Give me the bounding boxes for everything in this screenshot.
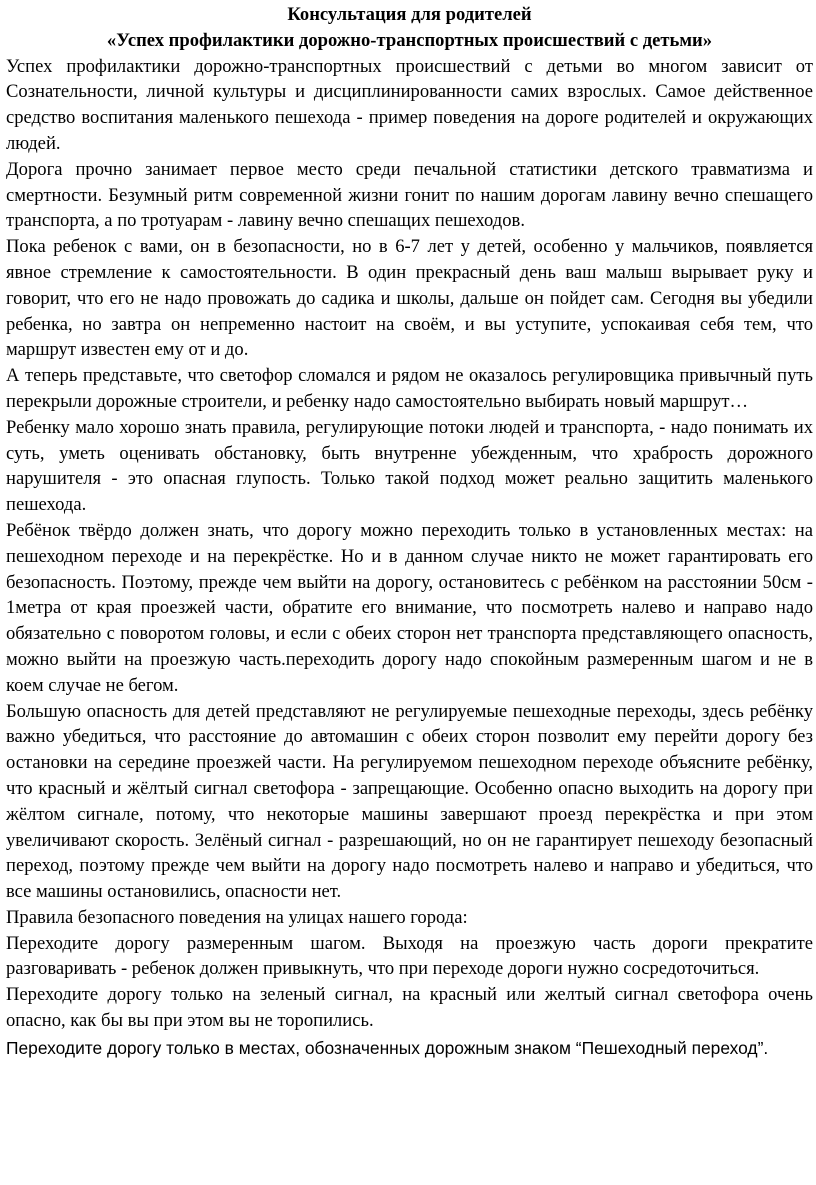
document-title: Консультация для родителей [287, 4, 532, 25]
document-subtitle: «Успех профилактики дорожно-транспортных происшествий с детьми» [106, 29, 713, 51]
paragraph-10: Переходите дорогу только в местах, обозначенных дорожным знаком “Пешеходный переход”. [6, 1037, 769, 1058]
paragraph-8: Переходите дорогу размеренным шагом. Выходя на проезжую часть дороги прекратите разговаривать - ребенок должен привыкнуть, что при переходе дороги нужно сосредоточиться. [6, 932, 813, 980]
paragraph-7: Большую опасность для детей представляют не регулируемые пешеходные переходы, здесь ребёнку важно убедиться, что расстояние до автомашин с обеих сторон позволит ему перейти дорогу без остановки на середине проезжей части. На регулируемом пешеходном переходе объясните ребёнку, что красный и жёлтый сигнал светофора - запрещающие. Особенно опасно выходить на дорогу при жёлтом сигнале, потому, что некоторые машины завершают проезд перекрёстка и при этом увеличивают скорость. Зелёный сигнал - разрешающий, но он не гарантирует пешеходу безопасный переход, поэтому прежде чем выйти на дорогу надо посмотреть налево и направо и убедиться, что все машины остановились, опасности нет. [6, 700, 813, 903]
paragraph-1: Успех профилактики дорожно-транспортных происшествий с детьми во многом зависит от Сознательности, личной культуры и дисциплинированности самих взрослых. Самое действенное средство воспитания маленького пешехода - пример поведения на дороге родителей и окружающих людей. [6, 55, 813, 154]
paragraph-5: Ребенку мало хорошо знать правила, регулирующие потоки людей и транспорта, - надо понимать их суть, уметь оценивать обстановку, быть внутренне убежденным, что храбрость дорожного нарушителя - это опасная глупость. Только такой подход может реально защитить маленького пешехода. [6, 416, 813, 516]
paragraph-4: А теперь представьте, что светофор сломался и рядом не оказалось регулировщика привычный путь перекрыли дорожные строители, и ребенку надо самостоятельно выбирать новый маршрут… [6, 365, 813, 412]
paragraph-2: Дорога прочно занимает первое место среди печальной статистики детского травматизма и смертности. Безумный ритм современной жизни гонит по нашим дорогам лавину вечно спешащего транспорта, а по тротуарам - лавину вечно спешащих пешеходов. [6, 158, 813, 232]
paragraph-3: Пока ребенок с вами, он в безопасности, но в 6-7 лет у детей, особенно у мальчиков, появляется явное стремление к самостоятельности. В один прекрасный день ваш малыш вырывает руку и говорит, что его не надо провожать до садика и школы, дальше он пойдет сам. Сегодня вы убедили ребенка, но завтра он непременно настоит на своём, и вы уступите, успокаивая себя тем, что маршрут известен ему от и до. [6, 236, 813, 361]
paragraph-6: Ребёнок твёрдо должен знать, что дорогу можно переходить только в установленных местах: на пешеходном переходе и на перекрёстке. Но и в данном случае никто не может гарантировать его безопасность. Поэтому, прежде чем выйти на дорогу, остановитесь с ребёнком на расстоянии 50см - 1метра от края проезжей части, обратите его внимание, что посмотреть налево и направо надо обязательно с поворотом головы, и если с обеих сторон нет транспорта представляющего опасность, можно выйти на проезжую часть.переходить дорогу надо спокойным размеренным шагом и не в коем случае не бегом. [6, 519, 813, 696]
paragraph-9: Переходите дорогу только на зеленый сигнал, на красный или желтый сигнал светофора очень опасно, как бы вы при этом вы не торопились. [6, 984, 813, 1032]
rules-heading: Правила безопасного поведения на улицах нашего города: [6, 906, 468, 928]
